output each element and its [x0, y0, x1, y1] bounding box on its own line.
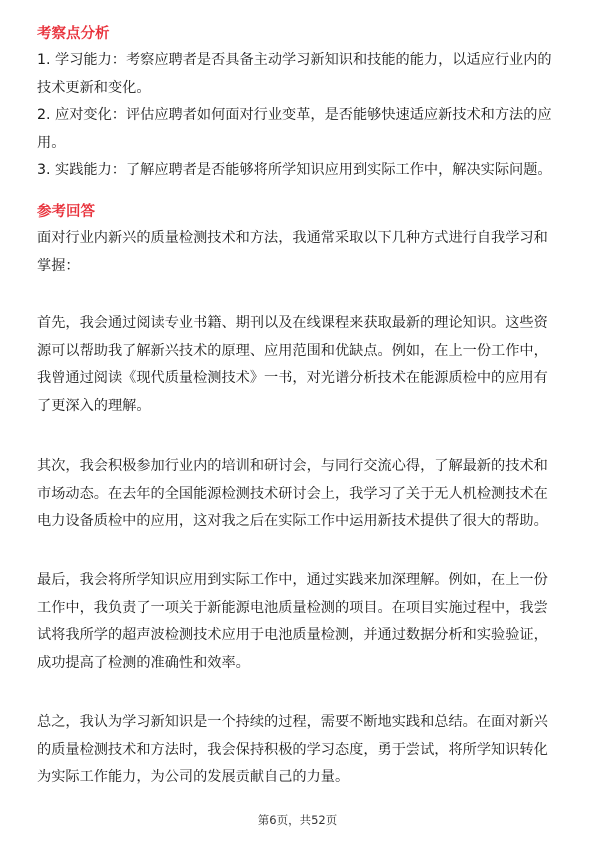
answer-paragraph-second: 其次，我会积极参加行业内的培训和研讨会，与同行交流心得，了解最新的技术和市场动态。在去年的全国能源检测技术研讨会上，我学习了关于无人机检测技术在电力设备质检中的应用，这对我之后在实际工作中运用新技术提供了很大的帮助。 [37, 458, 548, 529]
answer-paragraph-conclusion: 总之，我认为学习新知识是一个持续的过程，需要不断地实践和总结。在面对新兴的质量检测技术和方法时，我会保持积极的学习态度，勇于尝试，将所学知识转化为实际工作能力，为公司的发展贡献自己的力量。 [37, 714, 548, 785]
analysis-heading: 考察点分析 [37, 26, 110, 42]
answer-paragraph-first: 首先，我会通过阅读专业书籍、期刊以及在线课程来获取最新的理论知识。这些资源可以帮助我了解新兴技术的原理、应用范围和优缺点。例如，在上一份工作中，我曾通过阅读《现代质量检测技术》一书，对光谱分析技术在能源质检中的应用有了更深入的理解。 [37, 315, 548, 414]
analysis-point-1: 1. 学习能力：考察应聘者是否具备主动学习新知识和技能的能力，以适应行业内的技术更新和变化。 [37, 52, 552, 96]
analysis-point-2: 2. 应对变化：评估应聘者如何面对行业变革，是否能够快速适应新技术和方法的应用。 [37, 107, 552, 151]
answer-paragraph-third: 最后，我会将所学知识应用到实际工作中，通过实践来加深理解。例如，在上一份工作中，我负责了一项关于新能源电池质量检测的项目。在项目实施过程中，我尝试将我所学的超声波检测技术应用于电池质量检测，并通过数据分析和实验验证，成功提高了检测的准确性和效率。 [37, 572, 548, 671]
answer-heading: 参考回答 [37, 204, 95, 220]
answer-paragraph-intro: 面对行业内新兴的质量检测技术和方法，我通常采取以下几种方式进行自我学习和掌握： [37, 230, 548, 274]
page-number: 第6页，共52页 [257, 813, 338, 827]
analysis-point-3: 3. 实践能力：了解应聘者是否能够将所学知识应用到实际工作中，解决实际问题。 [37, 162, 552, 178]
